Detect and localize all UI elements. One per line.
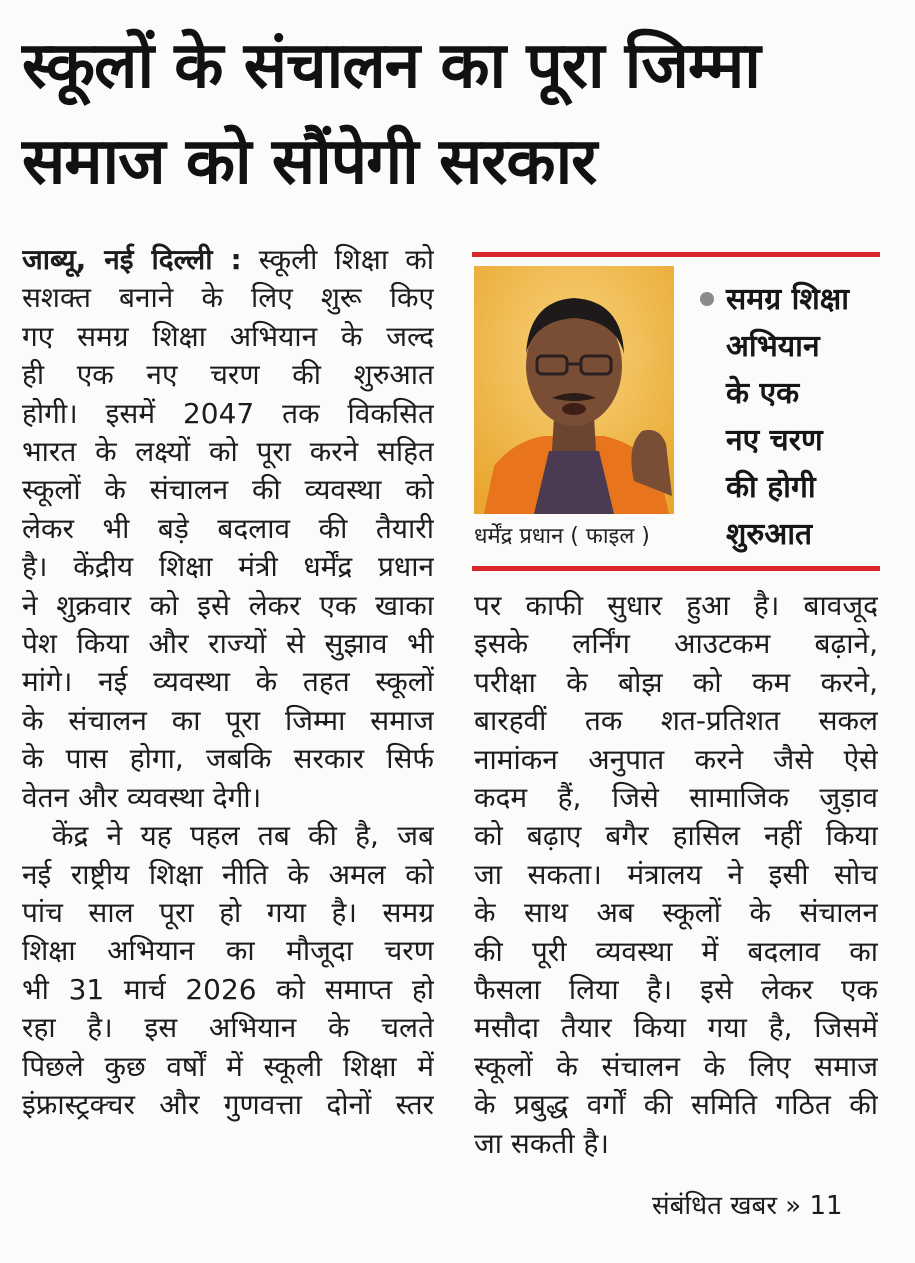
article-line: के प्रबुद्ध वर्गों की समिति गठित की	[474, 1088, 878, 1122]
article-line: ने शुक्रवार को इसे लेकर एक खाका	[22, 588, 434, 622]
article-line: की पूरी व्यवस्था में बदलाव का	[474, 934, 878, 968]
article-line: पेश किया और राज्यों से सुझाव भी	[22, 627, 434, 661]
highlight-line: के एक	[726, 376, 800, 411]
article-line: पांच साल पूरा हो गया है। समग्र	[22, 895, 434, 929]
headline-line-1: स्कूलों के संचालन का पूरा जिम्मा	[22, 29, 760, 103]
article-line: फैसला लिया है। इसे लेकर एक	[474, 973, 878, 1007]
article-line: इसके लर्निंग आउटकम बढ़ाने,	[474, 627, 878, 661]
bullet-dot-icon	[700, 292, 714, 306]
highlight-line: नए चरण	[726, 423, 823, 458]
article-line: भी 31 मार्च 2026 को समाप्त हो	[22, 972, 434, 1006]
article-line: के पास होगा, जबकि सरकार सिर्फ	[22, 742, 434, 776]
article-line: बारहवीं तक शत-प्रतिशत सकल	[474, 704, 878, 738]
double-chevron-right-icon: »	[785, 1191, 802, 1221]
highlight-rule-bottom	[472, 566, 880, 571]
article-line: गए समग्र शिक्षा अभियान के जल्द	[22, 319, 434, 353]
highlight-line: की होगी	[726, 470, 816, 505]
article-line: लेकर भी बड़े बदलाव की तैयारी	[22, 511, 434, 545]
related-page-number: 11	[809, 1191, 843, 1221]
dateline: जाब्यू, नई दिल्ली :	[22, 243, 242, 276]
article-line: है। केंद्रीय शिक्षा मंत्री धर्मेंद्र प्रधान	[22, 550, 434, 584]
highlight-line: शुरुआत	[726, 517, 813, 552]
article-line: परीक्षा के बोझ को कम करने,	[474, 665, 878, 699]
article-line: मसौदा तैयार किया गया है, जिसमें	[474, 1011, 878, 1045]
article-line: भारत के लक्ष्यों को पूरा करने सहित	[22, 435, 434, 469]
article-line: जाब्यू, नई दिल्ली : स्कूली शिक्षा को	[22, 243, 434, 276]
article-line: ही एक नए चरण की शुरुआत	[22, 358, 434, 392]
article-line: जा सकती है।	[474, 1126, 609, 1160]
headline	[22, 18, 902, 210]
minister-photo	[474, 266, 674, 514]
article-line: नई राष्ट्रीय शिक्षा नीति के अमल को	[22, 857, 434, 891]
article-line: शिक्षा अभियान का मौजूदा चरण	[22, 934, 434, 968]
article-line: केंद्र ने यह पहल तब की है, जब	[52, 819, 434, 853]
article-line: पिछले कुछ वर्षों में स्कूली शिक्षा में	[22, 1049, 434, 1083]
article-line: इंफ्रास्ट्रक्चर और गुणवत्ता दोनों स्तर	[22, 1087, 434, 1121]
article-line: रहा है। इस अभियान के चलते	[22, 1011, 434, 1045]
article-line: पर काफी सुधार हुआ है। बावजूद	[474, 589, 878, 622]
article-line: के साथ अब स्कूलों के संचालन	[474, 896, 878, 930]
article-column-right	[474, 587, 878, 1163]
article-line: सशक्त बनाने के लिए शुरू किए	[22, 281, 434, 315]
article-line: होगी। इसमें 2047 तक विकसित	[22, 396, 434, 430]
headline-line-2: समाज को सौंपेगी सरकार	[22, 125, 597, 199]
highlight-quote	[726, 276, 886, 558]
article-line: वेतन और व्यवस्था देगी।	[22, 780, 262, 814]
highlight-line: समग्र शिक्षा	[726, 282, 850, 317]
article-line: नामांकन अनुपात करने जैसे ऐसे	[474, 742, 878, 776]
article-column-left	[22, 241, 434, 1124]
related-news-link[interactable]	[652, 1187, 843, 1225]
article-line: जा सकता। मंत्रालय ने इसी सोच	[474, 857, 878, 891]
article-line: स्कूलों के संचालन के लिए समाज	[474, 1049, 878, 1083]
photo-caption: धर्मेंद्र प्रधान ( फाइल )	[474, 524, 650, 549]
portrait-image	[474, 266, 674, 514]
related-news-label: संबंधित खबर	[652, 1191, 777, 1221]
article-line: स्कूलों के संचालन की व्यवस्था को	[22, 473, 434, 507]
article-line: को बढ़ाए बगैर हासिल नहीं किया	[474, 819, 878, 853]
article-line: के संचालन का पूरा जिम्मा समाज	[22, 703, 434, 737]
article-line: मांगे। नई व्यवस्था के तहत स्कूलों	[22, 665, 434, 699]
highlight-rule-top	[472, 252, 880, 257]
highlight-line: अभियान	[726, 329, 820, 364]
article-line: कदम हैं, जिसे सामाजिक जुड़ाव	[474, 781, 878, 815]
